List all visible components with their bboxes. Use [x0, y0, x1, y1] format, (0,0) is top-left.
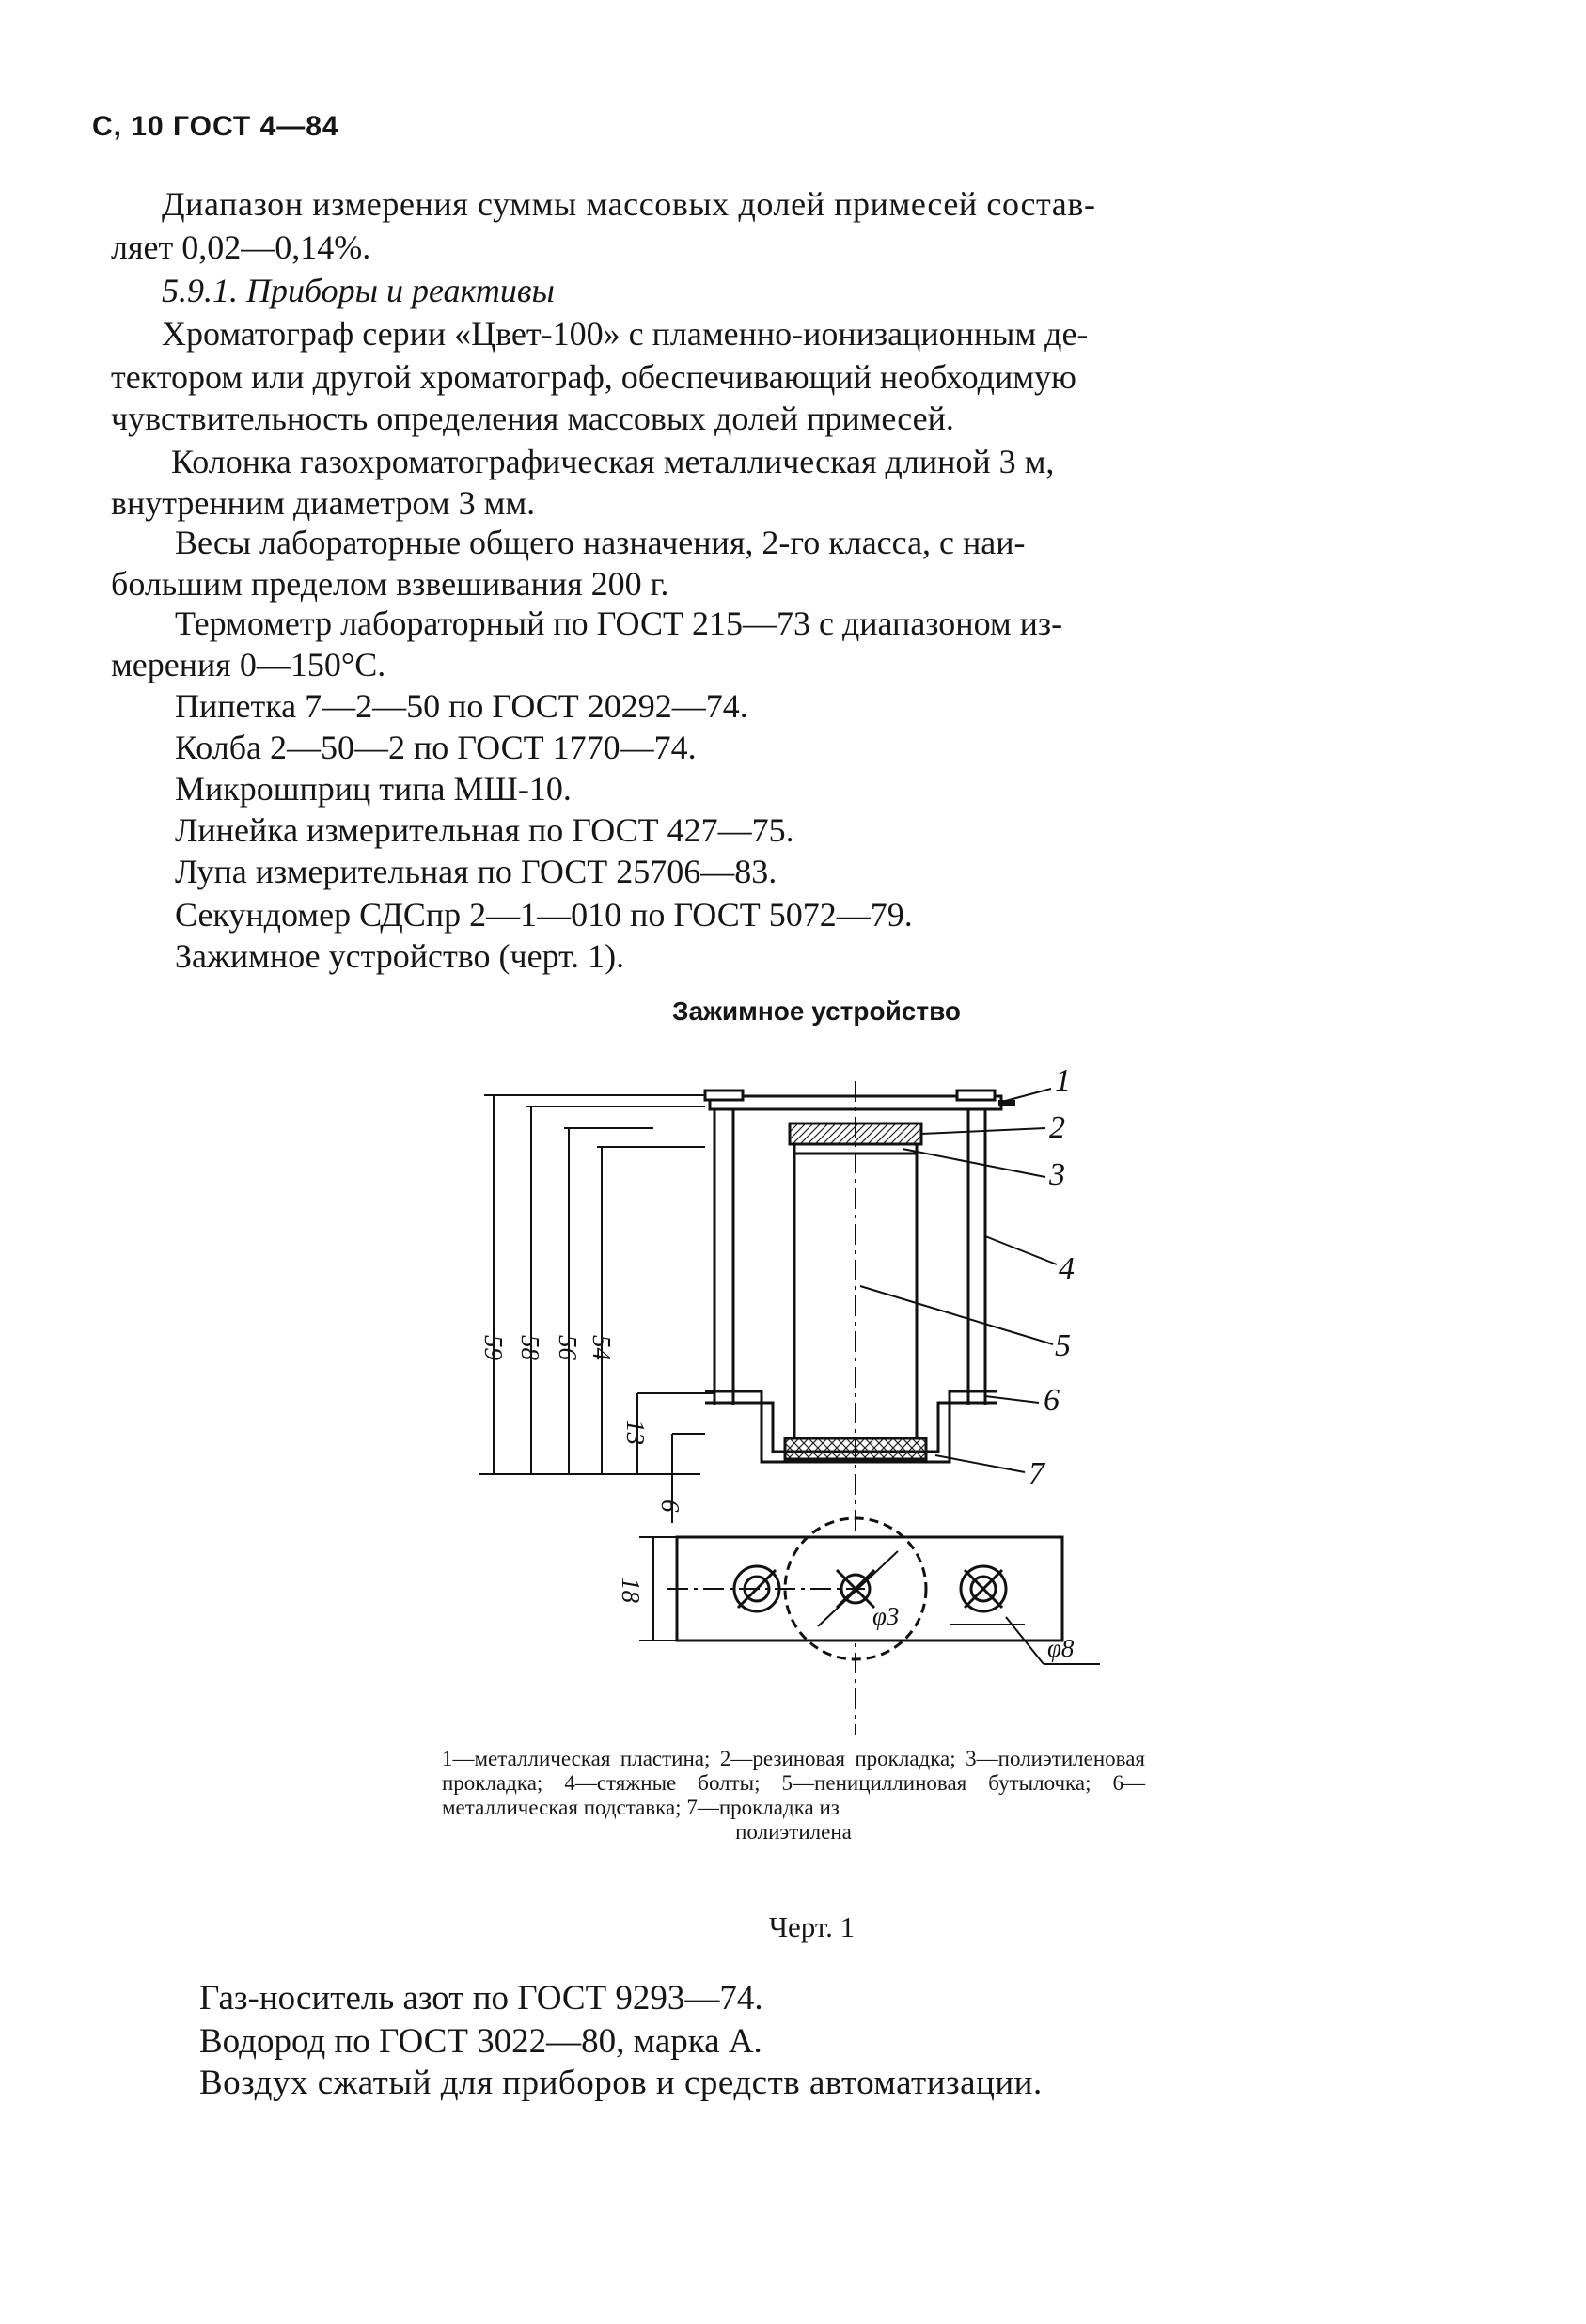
dimension-6: 6: [656, 1500, 684, 1513]
paragraph-line: Микрошприц типа МШ-10.: [175, 770, 572, 808]
paragraph-line: Зажимное устройство (черт. 1).: [175, 937, 625, 975]
callout-1: 1: [1055, 1063, 1071, 1098]
dimension-58: 58: [516, 1335, 544, 1360]
dimension-54: 54: [588, 1335, 616, 1360]
figure-legend: [442, 1747, 1145, 1845]
paragraph-line: чувствительность определения массовых долей примесей.: [111, 400, 954, 437]
dimension-diameter-3: φ3: [872, 1602, 900, 1630]
callout-6: 6: [1044, 1383, 1060, 1418]
device-top-view: [639, 1518, 1100, 1664]
legend-text: 1—металлическая пластина; 2—резиновая прокладка; 3—полиэтиленовая прокладка; 4—стяжные болты; 5—пенициллиновая бутылочка; 6—металлическая подставка; 7—прокладка из: [442, 1747, 1145, 1819]
device-side-view: [705, 1091, 1015, 1462]
callout-3: 3: [1049, 1157, 1065, 1192]
closing-line: Газ-носитель азот по ГОСТ 9293—74.: [199, 1979, 763, 2018]
paragraph-line: ляет 0,02—0,14%.: [111, 228, 371, 266]
paragraph-line: внутренним диаметром 3 мм.: [111, 484, 536, 522]
paragraph-line: Диапазон измерения суммы массовых долей примесей состав-: [162, 185, 1096, 223]
dimension-18: 18: [617, 1578, 645, 1603]
dimension-diameter-8: φ8: [1047, 1634, 1075, 1662]
paragraph-line: Колба 2—50—2 по ГОСТ 1770—74.: [175, 729, 697, 766]
callout-5: 5: [1055, 1328, 1071, 1363]
dimension-59: 59: [479, 1335, 508, 1360]
callout-2: 2: [1049, 1110, 1065, 1145]
paragraph-line: мерения 0—150°С.: [111, 646, 386, 683]
dimension-56: 56: [554, 1335, 582, 1360]
paragraph-line: Пипетка 7—2—50 по ГОСТ 20292—74.: [175, 687, 748, 725]
paragraph-line: Колонка газохроматографическая металлическая длиной 3 м,: [171, 443, 1055, 480]
paragraph-line: Весы лабораторные общего назначения, 2-го класса, с наи-: [175, 524, 1026, 561]
paragraph-line: Линейка измерительная по ГОСТ 427—75.: [175, 811, 794, 849]
section-heading: 5.9.1. Приборы и реактивы: [162, 272, 555, 309]
clamping-device-drawing: [423, 1062, 1156, 1739]
figure-title: Зажимное устройство: [671, 997, 962, 1026]
closing-line: Воздух сжатый для приборов и средств автоматизации.: [199, 2064, 1043, 2102]
paragraph-line: Хроматограф серии «Цвет-100» с пламенно-ионизационным де-: [162, 315, 1089, 353]
dimension-13: 13: [621, 1420, 650, 1445]
callout-7: 7: [1029, 1456, 1044, 1491]
paragraph-line: большим пределом взвешивания 200 г.: [111, 565, 669, 603]
dimension-lines: [479, 1095, 724, 1523]
callout-4: 4: [1059, 1251, 1075, 1286]
paragraph-line: Секундомер СДСпр 2—1—010 по ГОСТ 5072—79.: [175, 896, 913, 934]
closing-line: Водород по ГОСТ 3022—80, марка А.: [199, 2022, 762, 2061]
paragraph-line: Лупа измерительная по ГОСТ 25706—83.: [175, 853, 777, 890]
legend-text-end: полиэтилена: [735, 1820, 852, 1844]
paragraph-line: Термометр лабораторный по ГОСТ 215—73 с диапазоном из-: [175, 605, 1063, 642]
figure-caption: Черт. 1: [768, 1910, 856, 1943]
page-header: С, 10 ГОСТ 4—84: [92, 111, 339, 142]
paragraph-line: тектором или другой хроматограф, обеспечивающий необходимую: [111, 358, 1076, 396]
